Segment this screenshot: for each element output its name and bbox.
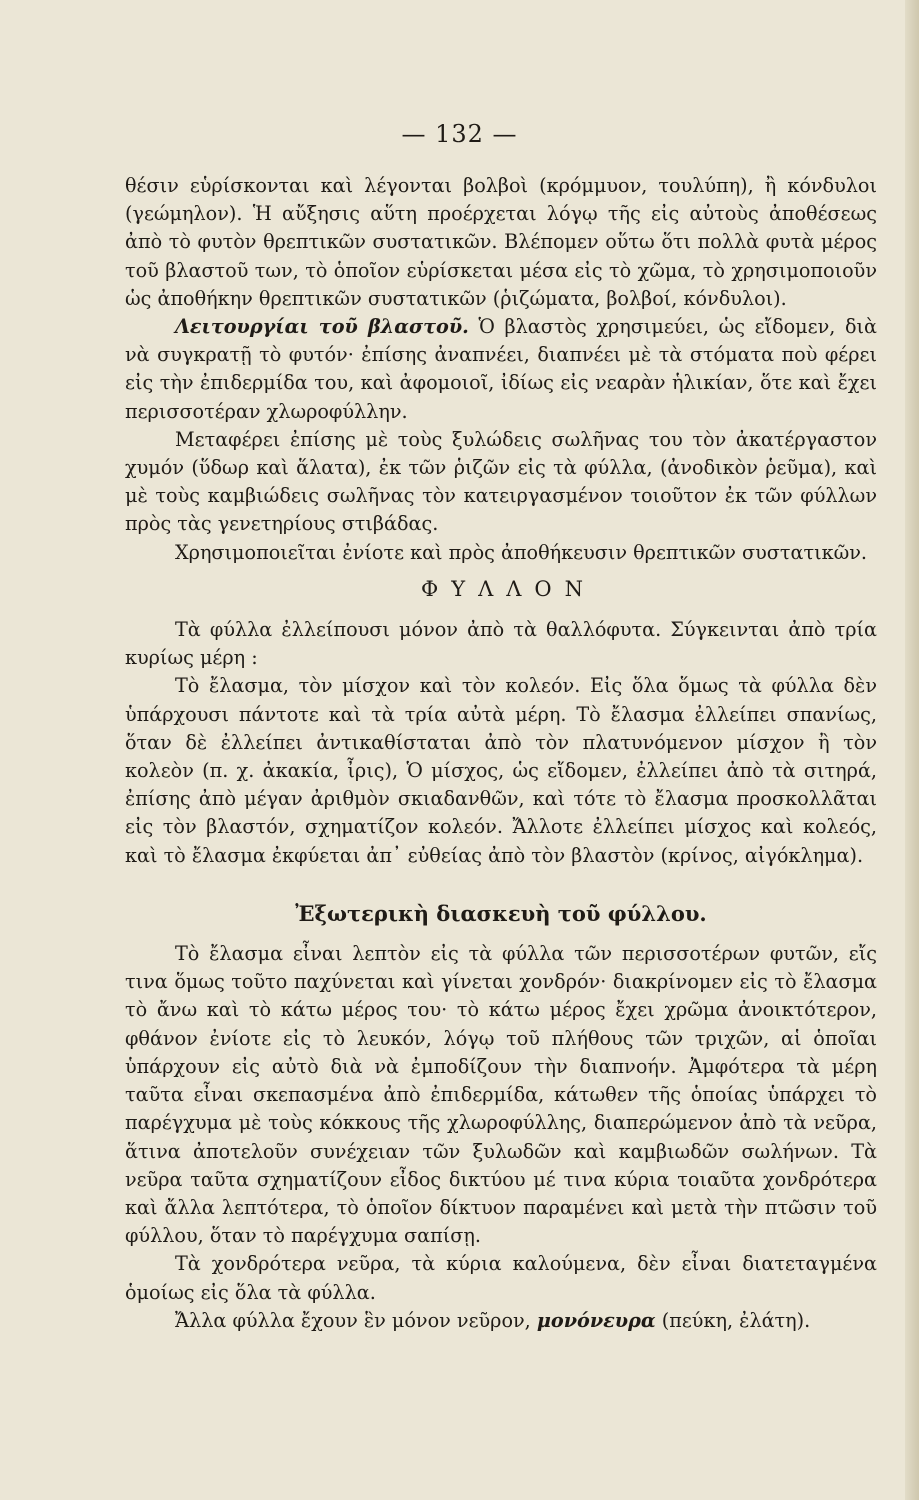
page-edge — [905, 0, 919, 1500]
paragraph: θέσιν εὑρίσκονται καὶ λέγονται βολβοὶ (κρόμμυον, τουλύπη), ἢ κόνδυλοι (γεώμηλον). Ἡ αὔξησις αὕτη προέρχεται λόγῳ τῆς εἰς αὐτοὺς ἀποθέσεως ἀπὸ τὸ φυτὸν θρεπτικῶν συστατικῶν. Βλέπομεν οὕτω ὅτι πολλὰ φυτὰ μέρος τοῦ βλαστοῦ των, τὸ ὁποῖον εὑρίσκεται μέσα εἰς τὸ χῶμα, τὸ χρησιμοποιοῦν ὡς ἀποθήκην θρεπτικῶν συστατικῶν (ῥιζώματα, βολβοί, κόνδυλοι). — [125, 174, 877, 310]
paragraph-text: (πεύκη, ἐλάτη). — [655, 1308, 811, 1332]
paragraph — [125, 313, 877, 426]
paragraph-text: Ἄλλα φύλλα ἔχουν ἓν μόνον νεῦρον, — [175, 1308, 537, 1332]
subheading: Ἐξωτερικὴ διασκευὴ τοῦ φύλλου. — [295, 900, 707, 926]
paragraph: Τὸ ἔλασμα, τὸν μίσχον καὶ τὸν κολεόν. Εἰς ὅλα ὅμως τὰ φύλλα δὲν ὑπάρχουσι πάντοτε καὶ τὰ τρία αὐτὰ μέρη. Τὸ ἔλασμα ἐλλείπει σπανίως, ὅταν δὲ ἐλλείπει ἀντικαθίσταται ἀπὸ τὸν πλατυνόμενον μίσχον ἢ τὸν κολεὸν (π. χ. ἀκακία, ἶρις), Ὁ μίσχος, ὡς εἴδομεν, ἐλλείπει ἀπὸ τὰ σιτηρά, ἐπίσης ἀπὸ μέγαν ἀριθμὸν σκιαδανθῶν, καὶ τότε τὸ ἔλασμα προσκολλᾶται εἰς τὸν βλαστόν, σχηματίζον κολεόν. Ἄλλοτε ἐλλείπει μίσχος καὶ κολεός, καὶ τὸ ἔλασμα ἐκφύεται ἀπ᾿ εὐθείας ἀπὸ τὸν βλαστὸν (κρίνος, αἰγόκλημα). — [125, 674, 877, 867]
paragraph: Μεταφέρει ἐπίσης μὲ τοὺς ξυλώδεις σωλῆνας του τὸν ἀκατέργαστον χυμόν (ὕδωρ καὶ ἅλατα), ἐκ τῶν ῥιζῶν εἰς τὰ φύλλα, (ἀνοδικὸν ῥεῦμα), καὶ μὲ τοὺς καμβιώδεις σωλῆνας τὸν κατειργασμένον τοιοῦτον ἐκ τῶν φύλλων πρὸς τὰς γενετηρίους στιβάδας. — [125, 427, 877, 536]
paragraph: Τὸ ἔλασμα εἶναι λεπτὸν εἰς τὰ φύλλα τῶν περισσοτέρων φυτῶν, εἴς τινα ὅμως τοῦτο παχύνεται καὶ γίνεται χονδρόν· διακρίνομεν εἰς τὸ ἔλασμα τὸ ἄνω καὶ τὸ κάτω μέρος του· τὸ κάτω μέρος ἔχει χρῶμα ἀνοικτότερον, φθάνον ἐνίοτε εἰς τὸ λευκόν, λόγῳ τοῦ πλήθους τῶν τριχῶν, αἱ ὁποῖαι ὑπάρχουν εἰς αὐτὸ διὰ νὰ ἐμποδίζουν τὴν διαπνοήν. Ἀμφότερα τὰ μέρη ταῦτα εἶναι σκεπασμένα ἀπὸ ἐπιδερμίδα, κάτωθεν τῆς ὁποίας ὑπάρχει τὸ παρέγχυμα μὲ τοὺς κόκκους τῆς χλωροφύλλης, διαπερώμενον ἀπὸ τὰ νεῦρα, ἅτινα ἀποτελοῦν συνέχειαν τῶν ξυλωδῶν καὶ καμβιωδῶν σωλήνων. Τὰ νεῦρα ταῦτα σχηματίζουν εἶδος δικτύου μέ τινα κύρια τοιαῦτα χονδρότερα καὶ ἄλλα λεπτότερα, τὸ ὁποῖον δίκτυον παραμένει καὶ μετὰ τὴν πτῶσιν τοῦ φύλλου, ὅταν τὸ παρέγχυμα σαπίσῃ. — [125, 942, 877, 1248]
paragraph — [125, 1307, 877, 1335]
paragraph: Τὰ χονδρότερα νεῦρα, τὰ κύρια καλούμενα, δὲν εἶναι διατεταγμένα ὁμοίως εἰς ὅλα τὰ φύλλα. — [125, 1252, 877, 1304]
emphasized-term: μονόνευρα — [536, 1308, 656, 1332]
section-title: ΦΥΛΛΟΝ — [420, 576, 596, 601]
body-text — [125, 172, 877, 1335]
run-in-heading: Λειτουργίαι τοῦ βλαστοῦ. — [175, 315, 469, 339]
paragraph: Χρησιμοποιεῖται ἐνίοτε καὶ πρὸς ἀποθήκευσιν θρεπτικῶν συστατικῶν. — [175, 540, 868, 564]
paragraph: Τὰ φύλλα ἐλλείπουσι μόνον ἀπὸ τὰ θαλλόφυτα. Σύγκεινται ἀπὸ τρία κυρίως μέρη : — [125, 618, 877, 670]
page-number: — 132 — — [401, 120, 518, 148]
paragraph-text: Ὁ βλαστὸς χρησιμεύει, ὡς εἴδομεν, διὰ νὰ συγκρατῇ τὸ φυτόν· ἐπίσης ἀναπνέει, διαπνέει μὲ τὰ στόματα ποὺ φέρει εἰς τὴν ἐπιδερμίδα του, καὶ ἀφομοιοῖ, ἰδίως εἰς νεαρὰν ἡλικίαν, ὅτε καὶ ἔχει περισσοτέραν χλωροφύλλην. — [125, 315, 877, 423]
